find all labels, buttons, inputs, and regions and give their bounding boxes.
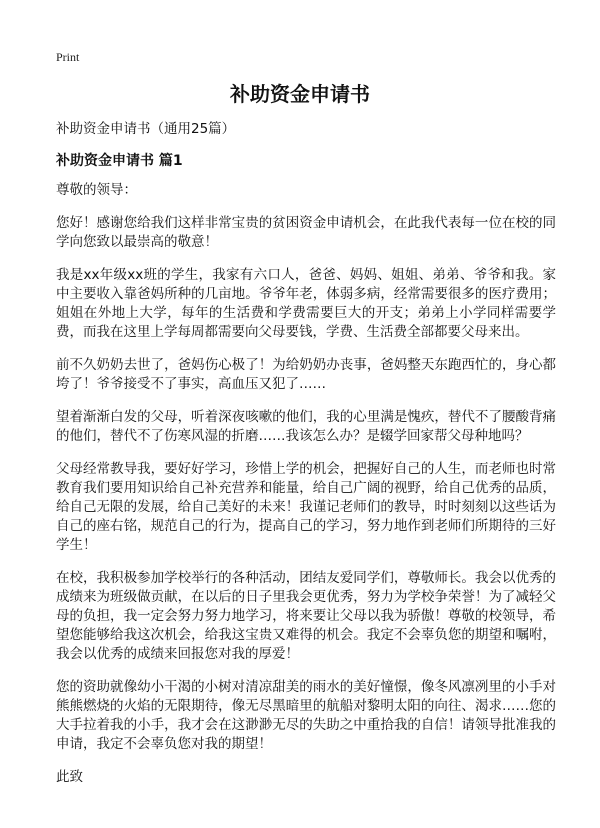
- document-subtitle: 补助资金申请书（通用25篇）: [56, 121, 236, 137]
- document-body: [56, 120, 556, 801]
- paragraph-parents: 望着渐渐白发的父母，听着深夜咳嗽的他们，我的心里满是愧疚，替代不了腰酸背痛的他们，替代不了伤寒风湿的折磨……我该怎么办？是辍学回家帮父母种地吗？: [56, 409, 556, 444]
- section-heading: 补助资金申请书 篇1: [56, 153, 183, 169]
- paragraph-request: 您的资助就像幼小干渴的小树对清凉甜美的雨水的美好憧憬，像冬风凛冽里的小手对熊熊燃烧的火焰的无限期待，像无尽黑暗里的航船对黎明太阳的向往、渴求……您的大手拉着我的小手，我才会在这渺渺无尽的失助之中重拾我的自信！请领导批准我的申请，我定不会辜负您对我的期望！: [56, 679, 556, 752]
- paragraph-teaching: 父母经常教导我，要好好学习，珍惜上学的机会，把握好自己的人生，而老师也时常教育我们要用知识给自己补充营养和能量，给自己广阔的视野，给自己优秀的品质，给自己无限的发展，给自己美好的未来！我谨记老师们的教导，时时刻刻以这些话为自己的座右铭，规范自己的行为，提高自己的学习，努力地作到老师们所期待的三好学生！: [56, 461, 556, 553]
- paragraph-school: 在校，我积极参加学校举行的各种活动，团结友爱同学们，尊敬师长。我会以优秀的成绩来为班级做贡献，在以后的日子里我会更优秀，努力为学校争荣誉！为了减轻父母的负担，我一定会努力努力地学习，将来要让父母以我为骄傲！尊敬的校领导，希望您能够给我这次机会，给我这宝贵又难得的机会。我定不会辜负您的期望和嘱咐，我会以优秀的成绩来回报您对我的厚爱！: [56, 570, 556, 662]
- paragraph-family: 我是xx年级xx班的学生，我家有六口人，爸爸、妈妈、姐姐、弟弟、爷爷和我。家中主要收入靠爸妈所种的几亩地。爷爷年老，体弱多病，经常需要很多的医疗费用；姐姐在外地上大学，每年的生活费和学费需要巨大的开支；弟弟上小学同样需要学费，而我在这里上学每周都需要向父母要钱，学费、生活费全部都要父母来出。: [56, 267, 556, 340]
- print-link[interactable]: Print: [56, 50, 80, 64]
- paragraph-greeting: 您好！感谢您给我们这样非常宝贵的贫困资金申请机会，在此我代表每一位在校的同学向您致以最崇高的敬意！: [56, 215, 556, 250]
- paragraph-grandmother: 前不久奶奶去世了，爸妈伤心极了！为给奶奶办丧事，爸妈整天东跑西忙的，身心都垮了！爷爷接受不了事实，高血压又犯了……: [56, 357, 556, 392]
- closing: 此致: [56, 769, 83, 785]
- salutation: 尊敬的领导：: [56, 182, 137, 198]
- page-title: 补助资金申请书: [230, 82, 370, 106]
